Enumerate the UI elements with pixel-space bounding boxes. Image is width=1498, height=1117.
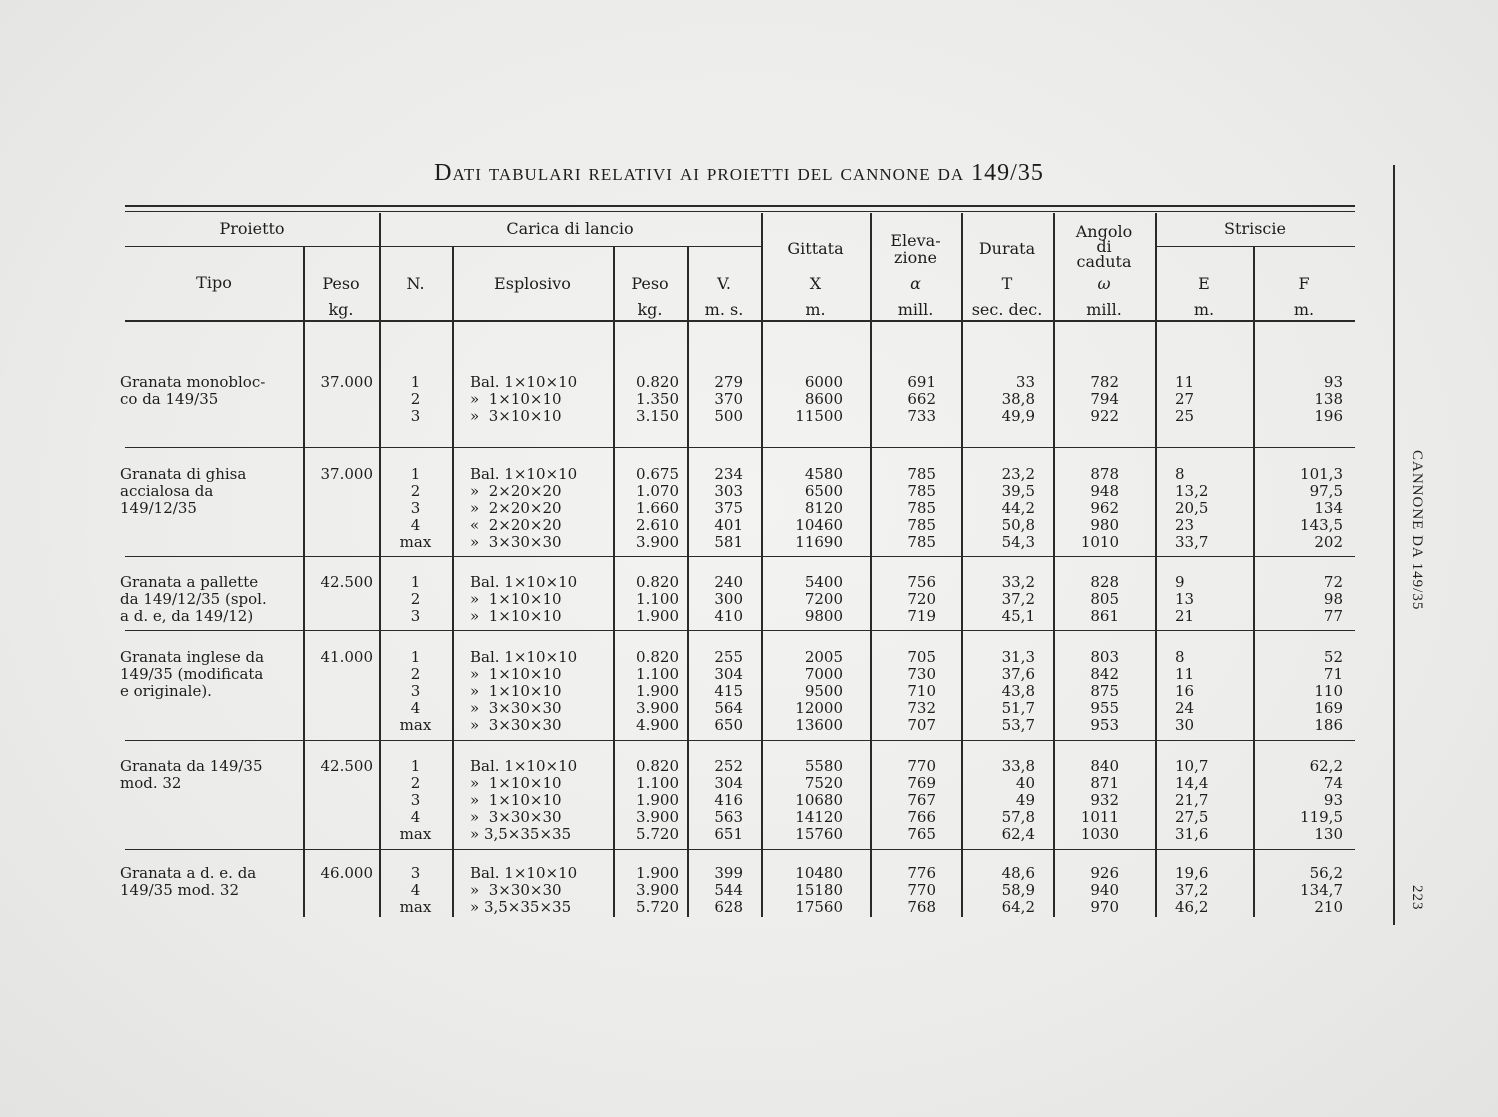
cell-f: 101,3 97,5 134 143,5 202 (1300, 465, 1343, 551)
cell-peso: 37.000 (320, 465, 373, 483)
header-peso-carica-unit: kg. (637, 300, 663, 319)
cell-v: 240 300 410 (714, 573, 743, 625)
cell-t: 23,2 39,5 44,2 50,8 54,3 (1001, 465, 1035, 551)
cell-alpha: 770 769 767 766 765 (907, 757, 936, 843)
header-omega: ω (1097, 274, 1111, 293)
cell-t: 48,6 58,9 64,2 (1001, 864, 1035, 916)
cell-f: 93 138 196 (1314, 373, 1343, 425)
cell-n: 1 2 3 4 max (399, 648, 432, 734)
header-omega-unit: mill. (1086, 300, 1122, 319)
cell-esplosivo: Bal. 1×10×10 » 3×30×30 » 3,5×35×35 (470, 864, 578, 916)
cell-n: 3 4 max (399, 864, 432, 916)
cell-tipo: Granata monobloc- co da 149/35 (120, 373, 266, 408)
cell-f: 62,2 74 93 119,5 130 (1300, 757, 1343, 843)
header-f: F (1298, 274, 1310, 293)
header-v: V. (717, 274, 731, 293)
header-peso: Peso (322, 274, 360, 293)
cell-alpha: 776 770 768 (907, 864, 936, 916)
cell-peso-carica: 0.675 1.070 1.660 2.610 3.900 (636, 465, 679, 551)
cell-e: 9 13 21 (1175, 573, 1195, 625)
header-angolo: Angolo di caduta (1075, 222, 1133, 271)
cell-f: 72 98 77 (1323, 573, 1343, 625)
row-rule-4 (125, 740, 1355, 741)
cell-omega: 840 871 932 1011 1030 (1080, 757, 1119, 843)
cell-omega: 782 794 922 (1090, 373, 1119, 425)
cell-t: 33 38,8 49,9 (1001, 373, 1035, 425)
cell-t: 33,2 37,2 45,1 (1001, 573, 1035, 625)
cell-peso: 46.000 (320, 864, 373, 882)
cell-tipo: Granata a d. e. da 149/35 mod. 32 (120, 864, 257, 899)
cell-peso: 42.500 (320, 757, 373, 775)
header-x-unit: m. (805, 300, 826, 319)
cell-esplosivo: Bal. 1×10×10 » 1×10×10 » 1×10×10 » 3×30×30 » 3,5×35×35 (470, 757, 578, 843)
cell-peso: 41.000 (320, 648, 373, 666)
page-number: 223 (1409, 885, 1425, 911)
header-n: N. (406, 274, 425, 293)
cell-e: 10,7 14,4 21,7 27,5 31,6 (1175, 757, 1209, 843)
header-durata: Durata (978, 239, 1036, 258)
header-t-unit: sec. dec. (971, 300, 1043, 319)
cell-peso: 42.500 (320, 573, 373, 591)
running-head: CANNONE DA 149/35 (1409, 450, 1425, 611)
row-rule-2 (125, 556, 1355, 557)
header-alpha-unit: mill. (897, 300, 934, 319)
header-striscie: Striscie (1224, 219, 1286, 238)
cell-v: 255 304 415 564 650 (714, 648, 743, 734)
cell-omega: 878 948 962 980 1010 (1080, 465, 1119, 551)
cell-tipo: Granata a pallette da 149/12/35 (spol. a d. e, da 149/12) (120, 573, 267, 625)
cell-omega: 803 842 875 955 953 (1090, 648, 1119, 734)
header-peso-carica: Peso (631, 274, 669, 293)
cell-e: 8 11 16 24 30 (1175, 648, 1195, 734)
cell-alpha: 756 720 719 (907, 573, 936, 625)
cell-n: 1 2 3 4 max (399, 465, 432, 551)
header-t: T (1001, 274, 1013, 293)
cell-tipo: Granata di ghisa accialosa da 149/12/35 (120, 465, 247, 517)
cell-v: 399 544 628 (714, 864, 743, 916)
header-elevazione: Eleva- zione (890, 231, 941, 267)
header-e: E (1198, 274, 1210, 293)
top-double-rule (125, 205, 1355, 207)
subheader-rule (125, 246, 762, 247)
cell-esplosivo: Bal. 1×10×10 » 1×10×10 » 1×10×10 » 3×30×30 » 3×30×30 (470, 648, 578, 734)
cell-t: 31,3 37,6 43,8 51,7 53,7 (1001, 648, 1035, 734)
header-proietto: Proietto (219, 219, 285, 238)
top-rule-thin (125, 211, 1355, 212)
cell-e: 8 13,2 20,5 23 33,7 (1175, 465, 1209, 551)
cell-peso-carica: 1.900 3.900 5.720 (636, 864, 679, 916)
cell-v: 234 303 375 401 581 (714, 465, 743, 551)
cell-x: 10480 15180 17560 (795, 864, 843, 916)
cell-v: 252 304 416 563 651 (714, 757, 743, 843)
header-f-unit: m. (1293, 300, 1315, 319)
page-edge-rule (1393, 165, 1395, 925)
cell-x: 4580 6500 8120 10460 11690 (795, 465, 843, 551)
cell-peso-carica: 0.820 1.350 3.150 (636, 373, 679, 425)
cell-omega: 926 940 970 (1090, 864, 1119, 916)
cell-t: 33,8 40 49 57,8 62,4 (1001, 757, 1035, 843)
col-divider (452, 247, 454, 917)
row-rule-1 (125, 447, 1355, 448)
cell-f: 52 71 110 169 186 (1314, 648, 1343, 734)
header-esplosivo: Esplosivo (494, 274, 571, 293)
row-rule-5 (125, 849, 1355, 850)
cell-alpha: 691 662 733 (907, 373, 936, 425)
striscie-rule (1155, 246, 1355, 247)
row-rule-3 (125, 630, 1355, 631)
cell-x: 6000 8600 11500 (795, 373, 843, 425)
header-gittata: Gittata (787, 239, 844, 258)
cell-peso-carica: 0.820 1.100 1.900 3.900 5.720 (636, 757, 679, 843)
cell-n: 1 2 3 4 max (399, 757, 432, 843)
cell-tipo: Granata inglese da 149/35 (modificata e originale). (120, 648, 265, 700)
header-v-unit: m. s. (704, 300, 744, 319)
header-alpha: α (910, 274, 921, 293)
cell-peso-carica: 0.820 1.100 1.900 (636, 573, 679, 625)
cell-esplosivo: Bal. 1×10×10 » 2×20×20 » 2×20×20 « 2×20×20 » 3×30×30 (470, 465, 578, 551)
header-x: X (809, 274, 822, 293)
header-peso-unit: kg. (328, 300, 354, 319)
cell-esplosivo: Bal. 1×10×10 » 1×10×10 » 3×10×10 (470, 373, 578, 425)
cell-x: 5400 7200 9800 (804, 573, 843, 625)
cell-x: 2005 7000 9500 12000 13600 (795, 648, 843, 734)
cell-x: 5580 7520 10680 14120 15760 (795, 757, 843, 843)
cell-tipo: Granata da 149/35 mod. 32 (120, 757, 263, 792)
cell-f: 56,2 134,7 210 (1300, 864, 1343, 916)
header-e-unit: m. (1193, 300, 1215, 319)
cell-alpha: 705 730 710 732 707 (907, 648, 936, 734)
cell-v: 279 370 500 (714, 373, 743, 425)
cell-n: 1 2 3 (410, 573, 421, 625)
cell-peso: 37.000 (320, 373, 373, 391)
cell-peso-carica: 0.820 1.100 1.900 3.900 4.900 (636, 648, 679, 734)
header-tipo: Tipo (196, 273, 232, 292)
cell-e: 11 27 25 (1175, 373, 1195, 425)
cell-e: 19,6 37,2 46,2 (1175, 864, 1209, 916)
cell-n: 1 2 3 (410, 373, 421, 425)
header-bottom-rule (125, 320, 1355, 322)
cell-alpha: 785 785 785 785 785 (907, 465, 936, 551)
header-carica: Carica di lancio (506, 219, 634, 238)
col-divider (1155, 213, 1157, 917)
cell-esplosivo: Bal. 1×10×10 » 1×10×10 » 1×10×10 (470, 573, 578, 625)
table-title: Dati tabulari relativi ai proietti del cannone da 149/35 (434, 160, 1044, 186)
cell-omega: 828 805 861 (1090, 573, 1119, 625)
